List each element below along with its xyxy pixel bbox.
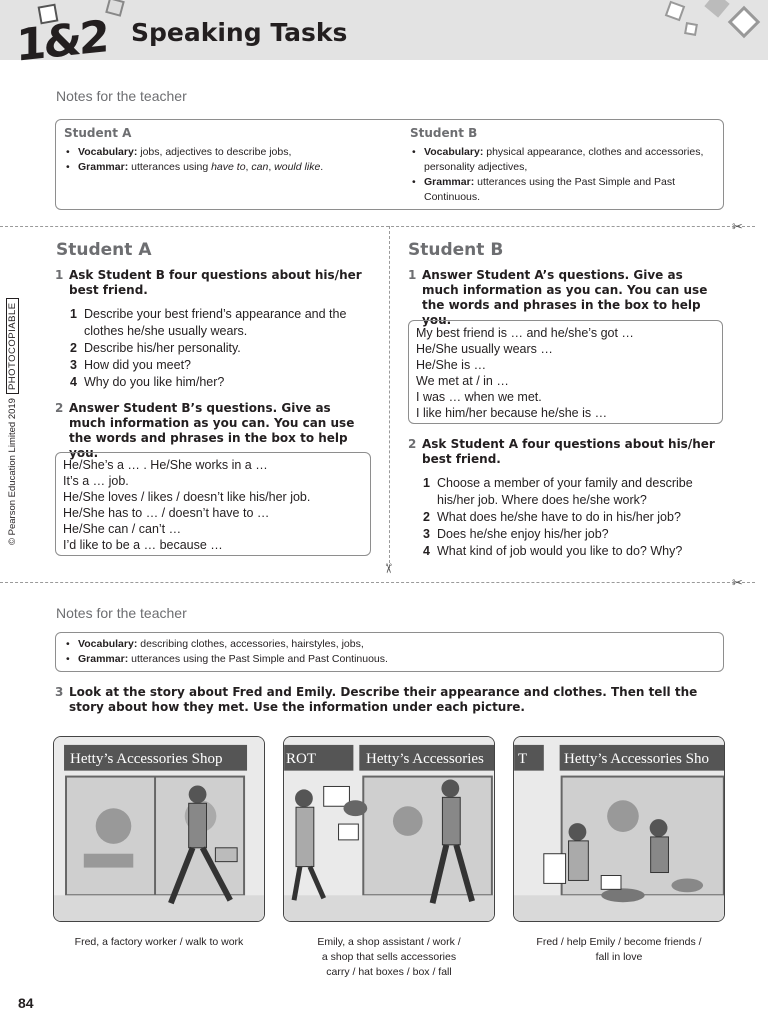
student-b-title: Student B (408, 240, 504, 260)
scissors-icon: ✂ (732, 575, 743, 590)
picture-1-caption: Fred, a factory worker / walk to work (74, 936, 244, 948)
shop-sign: Hetty’s Accessories Sho (564, 751, 709, 767)
list-item: • Vocabulary: jobs, adjectives to describe jobs, (64, 145, 384, 160)
header-shapes (648, 0, 768, 60)
phrase-line: I’d like to be a … because … (63, 538, 223, 552)
copyright-sidebar (4, 265, 20, 545)
notes-student-a (64, 126, 384, 175)
task-number: 1 (408, 268, 417, 282)
task-number: 1 (55, 268, 64, 282)
cut-line-top (0, 226, 755, 227)
student-a-task-1 (55, 268, 369, 298)
story-picture-3 (513, 736, 725, 922)
page-title: Speaking Tasks (131, 18, 348, 47)
phrase-line: He/She loves / likes / doesn’t like his/her job. (63, 490, 311, 504)
notes-student-b (410, 126, 710, 205)
phrase-line: My best friend is … and he/she’s got … (416, 326, 634, 340)
task-number: 2 (55, 401, 64, 415)
unit-number: 1&2 (16, 11, 107, 72)
list-item: 4 Why do you like him/her? (70, 375, 225, 389)
task-3 (55, 685, 719, 715)
phrase-line: He/She is … (416, 358, 487, 372)
list-item: 4 What kind of job would you like to do? Why? (423, 544, 683, 558)
shop-sign-left: T (518, 751, 528, 767)
task-text: Answer Student A’s questions. Give as much information as you can. You can use the words and phrases in the box to help you. (422, 268, 708, 327)
list-item: • Grammar: utterances using the Past Simple and Past Continuous. (64, 652, 714, 667)
picture-2-caption: Emily, a shop assistant / work / a shop that sells accessories carry / hat boxes / box / fall (317, 936, 461, 978)
story-picture-2 (283, 736, 495, 922)
list-item: 1 Describe your best friend’s appearance and the clothes he/she usually wears. (70, 307, 347, 338)
shop-sign: Hetty’s Accessories (366, 751, 484, 767)
student-a-phrase-box (55, 452, 371, 556)
student-b-questions (423, 475, 723, 560)
notes-student-b-list (410, 145, 710, 205)
story-picture-1 (53, 736, 265, 922)
cut-line-vertical (389, 226, 390, 568)
task-text: Answer Student B’s questions. Give as much information as you can. You can use the words and phrases in the box to help you. (69, 401, 355, 460)
list-item: • Vocabulary: describing clothes, accessories, hairstyles, jobs, (64, 637, 714, 652)
phrase-line: I like him/her because he/she is … (416, 406, 608, 420)
phrase-line: He/She’s a … . He/She works in a … (63, 458, 268, 472)
list-item: • Vocabulary: physical appearance, clothes and accessories, personality adjectives, (410, 145, 710, 175)
photocopiable-label: PHOTOCOPIABLE (6, 298, 19, 394)
task-text: Ask Student A four questions about his/her best friend. (422, 437, 715, 466)
notes-student-b-title: Student B (410, 126, 478, 140)
student-a-questions (70, 306, 360, 391)
shop-sign-left: ROT (286, 751, 316, 767)
phrase-line: We met at / in … (416, 374, 509, 388)
list-item: 1 Choose a member of your family and describe his/her job. Where does he/she work? (423, 476, 693, 507)
task-number: 2 (408, 437, 417, 451)
page-number: 84 (18, 995, 34, 1011)
list-item: • Grammar: utterances using the Past Simple and Past Continuous. (410, 175, 710, 205)
list-item: • Grammar: utterances using have to, can, would like. (64, 160, 384, 175)
teacher-notes-box-2 (55, 632, 724, 672)
task-text: Ask Student B four questions about his/her best friend. (69, 268, 362, 297)
student-b-phrase-box (408, 320, 723, 424)
teacher-notes-heading: Notes for the teacher (56, 88, 187, 104)
phrase-line: I was … when we met. (416, 390, 542, 404)
scissors-icon: ✂ (380, 563, 396, 574)
student-b-task-1 (408, 268, 722, 328)
list-item: 3 Does he/she enjoy his/her job? (423, 527, 609, 541)
student-b-task-2 (408, 437, 722, 467)
list-item: 2 Describe his/her personality. (70, 341, 241, 355)
student-a-title: Student A (56, 240, 152, 260)
list-item: 3 How did you meet? (70, 358, 192, 372)
notes-list (64, 637, 714, 667)
phrase-line: He/She has to … / doesn’t have to … (63, 506, 270, 520)
scissors-icon: ✂ (732, 219, 743, 234)
notes-student-a-list (64, 145, 384, 175)
teacher-notes-heading-2: Notes for the teacher (56, 605, 187, 621)
phrase-line: He/She can / can’t … (63, 522, 182, 536)
task-text: Look at the story about Fred and Emily. Describe their appearance and clothes. Then tell the story about how they met. Use the information under each picture. (69, 685, 698, 714)
cut-line-bottom (0, 582, 755, 583)
phrase-line: It’s a … job. (63, 474, 129, 488)
shop-sign: Hetty’s Accessories Shop (70, 751, 223, 767)
teacher-notes-box (55, 119, 724, 210)
copyright-text: © Pearson Education Limited 2019 (6, 398, 18, 545)
notes-student-a-title: Student A (64, 126, 132, 140)
list-item: 2 What does he/she have to do in his/her job? (423, 510, 681, 524)
task-number: 3 (55, 685, 64, 699)
phrase-line: He/She usually wears … (416, 342, 553, 356)
picture-3-caption: Fred / help Emily / become friends / fall in love (536, 936, 702, 963)
